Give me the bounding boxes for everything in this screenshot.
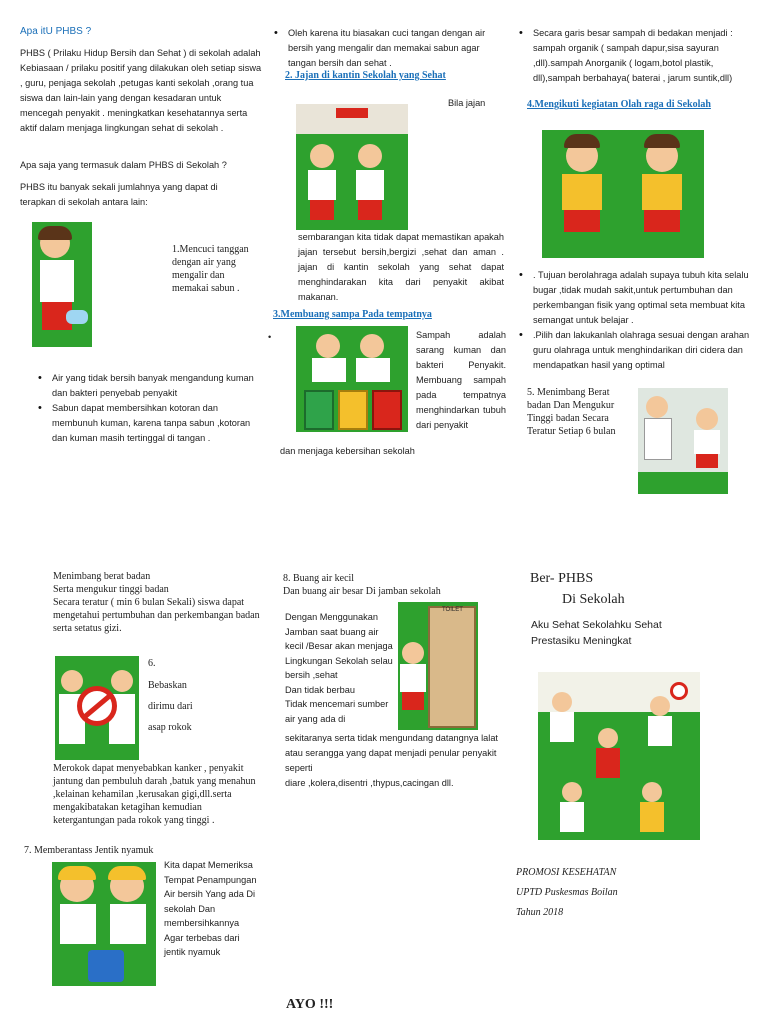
- item6-line-a: Bebaskan: [148, 680, 187, 691]
- question-paragraph: Apa saja yang termasuk dalam PHBS di Sekolah ?: [20, 160, 227, 170]
- handwash-illustration: [32, 222, 92, 347]
- item8-tail: sekitaranya serta tidak mengundang datangnya lalat atau serangga yang dapat menjadi penular penyakit seperti diare ,kolera,disentri ,thypus,cacingan dll.: [285, 733, 498, 788]
- title-line-1: Ber- PHBS: [530, 571, 594, 586]
- no-smoking-illustration: [55, 656, 139, 760]
- list-item: • Oleh karena itu biasakan cuci tangan dengan air bersih yang mengalir dan memakai sabun agar tangan bersih dan sehat .: [270, 26, 506, 71]
- item6-line-b: dirimu dari: [148, 701, 193, 712]
- col1-bullet-list: [34, 371, 264, 446]
- list-item: • .Pilih dan lakukanlah olahraga sesuai dengan arahan guru olahraga untuk menghindarikan diri cidera dan mendapatkan hasil yang optimal: [515, 328, 755, 373]
- mosquito-check-illustration: [52, 862, 156, 986]
- item3-tail: dan menjaga kebersihan sekolah: [280, 446, 415, 456]
- year-text: Tahun 2018: [516, 907, 564, 918]
- no-smoking-icon: [670, 682, 688, 700]
- many-paragraph: PHBS itu banyak sekali jumlahnya yang dapat di terapkan di sekolah antara lain:: [20, 182, 218, 207]
- bila-jajan: Bila jajan: [448, 98, 486, 108]
- item2-title: 2. Jajan di kantin Sekolah yang Sehat: [285, 70, 446, 81]
- col3-sport-list: [515, 268, 755, 373]
- item6-number: 6.: [148, 658, 156, 669]
- item3-title: 3.Membuang sampa Pada tempatnya: [273, 309, 432, 320]
- toilet-illustration: [398, 602, 478, 730]
- item3-text: Sampah adalah sarang kuman dan bakteri Penyakit. Membuang sampah pada tempatnya menghindarkan tubuh dari penyakit: [416, 330, 506, 430]
- list-item: • Air yang tidak bersih banyak mengandung kuman dan bakteri penyebab penyakit: [34, 371, 264, 401]
- smoke-paragraph: Merokok dapat menyebabkan kanker , penyakit jantung dan pembuluh darah ,batuk yang menahun ,kelainan kehamilan ,kerusakan gigi,dll.serta mengakibatakan ketagihan kemudian ketergantungan pada rokok yang tinggi .: [53, 763, 256, 826]
- list-item: • Sabun dapat membersihkan kotoran dan membunuh kuman, karena tanpa sabun ,kotoran dan kuman masih tertinggal di tangan .: [34, 401, 264, 446]
- trash-illustration: [296, 326, 408, 432]
- item4-title: 4.Mengikuti kegiatan Olah raga di Sekolah: [527, 99, 711, 110]
- canteen-illustration: [296, 104, 408, 230]
- col2-top-list: [270, 26, 506, 71]
- sport-illustration: [542, 130, 704, 258]
- weighing-illustration: [638, 388, 728, 494]
- intro-paragraph: PHBS ( Prilaku Hidup Bersih dan Sehat ) di sekolah adalah Kebiasaan / prilaku positif yang dilakukan oleh setiap siswa , guru, penjaga sekolah ,petugas kanti sekolah ,orang tua siswa dan lain-lain yang dengan kesadaran untuk mencegah penyakit . meningkatkan kesehatannya serta aktif dalam menjaga lingkungan sehat di sekolah .: [20, 48, 262, 133]
- list-item: • Secara garis besar sampah di bedakan menjadi : sampah organik ( sampah dapur,sisa sayuran ,dll).sampah Anorganik ( logam,botol plastik, dll),sampah berbahaya( baterai , jarum suntik,dll): [515, 26, 755, 86]
- item1-handwash: 1.Mencuci tanggan dengan air yang mengalir dan memakai sabun .: [172, 244, 249, 294]
- slogan-line-2: Prestasiku Meningkat: [531, 635, 632, 647]
- item6-line-c: asap rokok: [148, 722, 192, 733]
- item2-text: sembarangan kita tidak dapat memastikan apakah jajan tersebut bersih,bergizi ,sehat dan aman . jajan di kantin sekolah yang sehat dapat menghindarakan kita dari penyakit akibat makanan.: [298, 232, 504, 302]
- cover-illustration: [538, 672, 700, 840]
- toilet-sign: TOILET: [442, 607, 463, 613]
- item5-text: 5. Menimbang Berat badan Dan Mengukur Tinggi badan Secara Teratur Setiap 6 bulan: [527, 387, 616, 437]
- org-text: UPTD Puskesmas Boilan: [516, 887, 618, 898]
- bullet-icon: •: [268, 332, 272, 342]
- col3-top-list: [515, 26, 755, 86]
- item7-title: 7. Memberantass Jentik nyamuk: [24, 845, 154, 856]
- title-line-2: Di Sekolah: [562, 592, 625, 607]
- heading-apa-itu-phbs: Apa itU PHBS ?: [20, 26, 92, 37]
- promo-text: PROMOSI KESEHATAN: [516, 867, 617, 878]
- weigh-paragraph: Menimbang berat badan Serta mengukur tinggi badan Secara teratur ( min 6 bulan Sekali) siswa dapat mengetahui pertumbuhan dan perkembangan badan serta setatus gizi.: [53, 571, 260, 634]
- item7-text: Kita dapat Memeriksa Tempat Penampungan Air bersih Yang ada Di sekolah Dan membersihkannya Agar terbebas dari jentik nyamuk: [164, 860, 257, 957]
- ayo-text: AYO !!!: [286, 997, 334, 1012]
- item8-text: Dengan Menggunakan Jamban saat buang air kecil /Besar akan menjaga Lingkungan Sekolah selau bersih ,sehat Dan tidak berbau Tidak mencemari sumber air yang ada di: [285, 612, 393, 724]
- slogan-line-1: Aku Sehat Sekolahku Sehat: [531, 619, 662, 631]
- list-item: • . Tujuan berolahraga adalah supaya tubuh kita selalu bugar ,tidak mudah sakit,untuk pertumbuhan dan perkembangan fisik yang optimal seta membuat kita semangat untuk belajar .: [515, 268, 755, 328]
- item8-title: 8. Buang air kecil Dan buang air besar Di jamban sekolah: [283, 573, 441, 597]
